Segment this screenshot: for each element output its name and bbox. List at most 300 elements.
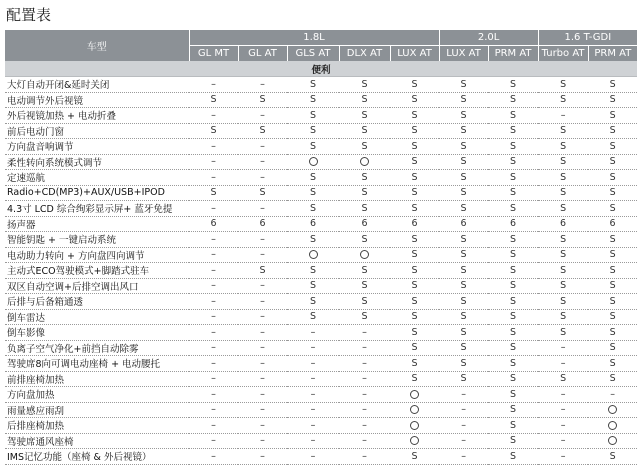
feature-value-cell: S bbox=[439, 263, 488, 279]
feature-value-cell: – bbox=[287, 356, 339, 372]
feature-value-cell: S bbox=[488, 185, 538, 201]
engine-group-header: 2.0L bbox=[439, 30, 538, 46]
feature-value-cell: S bbox=[488, 154, 538, 170]
feature-value-cell: – bbox=[238, 201, 287, 217]
feature-value-cell: S bbox=[488, 309, 538, 325]
feature-name: 方向盘音响调节 bbox=[5, 139, 189, 155]
feature-value-cell: S bbox=[588, 294, 637, 310]
feature-value-cell: S bbox=[189, 185, 238, 201]
feature-value-cell: S bbox=[488, 139, 538, 155]
feature-name: 主动式ECO驾驶模式+脚踏式驻车 bbox=[5, 263, 189, 279]
feature-value-cell: – bbox=[538, 449, 588, 465]
feature-value-cell: – bbox=[238, 325, 287, 341]
feature-value-cell: S bbox=[588, 371, 637, 387]
feature-name: 负离子空气净化+前挡自动除雾 bbox=[5, 340, 189, 356]
feature-value-cell bbox=[287, 154, 339, 170]
feature-value-cell: 6 bbox=[189, 216, 238, 232]
feature-value-cell: – bbox=[588, 387, 637, 403]
table-row bbox=[5, 402, 637, 418]
feature-name: 方向盘加热 bbox=[5, 387, 189, 403]
feature-value-cell: S bbox=[339, 263, 390, 279]
table-row bbox=[5, 387, 637, 403]
table-row bbox=[5, 154, 637, 170]
trim-header: GL AT bbox=[238, 46, 287, 62]
feature-value-cell: S bbox=[538, 247, 588, 263]
feature-value-cell: – bbox=[339, 387, 390, 403]
feature-value-cell: – bbox=[238, 387, 287, 403]
feature-value-cell: – bbox=[189, 139, 238, 155]
feature-value-cell: S bbox=[488, 123, 538, 139]
feature-value-cell: S bbox=[588, 108, 637, 124]
table-row bbox=[5, 201, 637, 217]
feature-value-cell: S bbox=[287, 170, 339, 186]
feature-value-cell: – bbox=[189, 247, 238, 263]
feature-value-cell: – bbox=[339, 371, 390, 387]
feature-name: 倒车雷达 bbox=[5, 309, 189, 325]
optional-circle-icon bbox=[410, 390, 419, 399]
feature-value-cell bbox=[588, 402, 637, 418]
feature-value-cell: S bbox=[390, 340, 439, 356]
table-row bbox=[5, 356, 637, 372]
table-row bbox=[5, 371, 637, 387]
feature-name: 电动调节外后视镜 bbox=[5, 92, 189, 108]
feature-value-cell: – bbox=[339, 418, 390, 434]
feature-value-cell: – bbox=[189, 170, 238, 186]
feature-value-cell: S bbox=[390, 123, 439, 139]
feature-value-cell: S bbox=[488, 170, 538, 186]
feature-value-cell: – bbox=[189, 201, 238, 217]
table-row bbox=[5, 294, 637, 310]
feature-value-cell: – bbox=[339, 402, 390, 418]
feature-value-cell: S bbox=[538, 232, 588, 248]
feature-value-cell: – bbox=[339, 340, 390, 356]
optional-circle-icon bbox=[410, 405, 419, 414]
page-title: 配置表 bbox=[6, 6, 52, 24]
feature-value-cell: 6 bbox=[588, 216, 637, 232]
feature-value-cell: S bbox=[339, 278, 390, 294]
feature-value-cell: – bbox=[538, 356, 588, 372]
feature-name: 倒车影像 bbox=[5, 325, 189, 341]
feature-value-cell: – bbox=[189, 418, 238, 434]
feature-value-cell: S bbox=[538, 139, 588, 155]
section-header: 便利 bbox=[5, 61, 637, 77]
feature-value-cell: – bbox=[238, 371, 287, 387]
feature-value-cell: – bbox=[238, 356, 287, 372]
feature-value-cell: S bbox=[390, 247, 439, 263]
feature-value-cell: – bbox=[339, 433, 390, 449]
feature-value-cell: S bbox=[538, 294, 588, 310]
feature-value-cell: S bbox=[588, 263, 637, 279]
table-row bbox=[5, 247, 637, 263]
feature-value-cell: S bbox=[538, 92, 588, 108]
feature-value-cell bbox=[588, 418, 637, 434]
feature-value-cell: S bbox=[390, 92, 439, 108]
feature-value-cell bbox=[390, 387, 439, 403]
optional-circle-icon bbox=[410, 421, 419, 430]
feature-value-cell: – bbox=[189, 340, 238, 356]
feature-value-cell: – bbox=[189, 387, 238, 403]
feature-value-cell: S bbox=[287, 92, 339, 108]
feature-value-cell: S bbox=[439, 325, 488, 341]
feature-value-cell: S bbox=[339, 232, 390, 248]
feature-value-cell: – bbox=[439, 387, 488, 403]
feature-value-cell: – bbox=[189, 108, 238, 124]
feature-value-cell: S bbox=[538, 185, 588, 201]
feature-value-cell: – bbox=[238, 402, 287, 418]
table-row bbox=[5, 263, 637, 279]
feature-value-cell: – bbox=[287, 340, 339, 356]
table-row bbox=[5, 449, 637, 465]
feature-value-cell: 6 bbox=[390, 216, 439, 232]
optional-circle-icon bbox=[608, 405, 617, 414]
feature-value-cell: – bbox=[238, 449, 287, 465]
feature-value-cell: – bbox=[189, 325, 238, 341]
feature-value-cell bbox=[339, 154, 390, 170]
feature-value-cell: – bbox=[238, 294, 287, 310]
feature-value-cell: – bbox=[238, 278, 287, 294]
feature-value-cell: – bbox=[189, 278, 238, 294]
model-header: 车型 bbox=[5, 30, 189, 61]
engine-group-header: 1.6 T-GDI bbox=[538, 30, 637, 46]
feature-value-cell: S bbox=[287, 309, 339, 325]
feature-value-cell bbox=[390, 418, 439, 434]
feature-value-cell: S bbox=[339, 185, 390, 201]
feature-value-cell: S bbox=[390, 278, 439, 294]
feature-value-cell bbox=[339, 247, 390, 263]
feature-value-cell: S bbox=[538, 263, 588, 279]
feature-name: 柔性转向系统模式调节 bbox=[5, 154, 189, 170]
feature-name: 前排座椅加热 bbox=[5, 371, 189, 387]
feature-value-cell: – bbox=[238, 77, 287, 93]
feature-name: 电动助力转向 + 方向盘四向调节 bbox=[5, 247, 189, 263]
feature-value-cell: S bbox=[588, 340, 637, 356]
feature-value-cell: – bbox=[287, 402, 339, 418]
feature-value-cell: S bbox=[390, 139, 439, 155]
feature-value-cell: S bbox=[538, 123, 588, 139]
feature-value-cell: – bbox=[287, 387, 339, 403]
table-row bbox=[5, 92, 637, 108]
feature-value-cell: S bbox=[390, 108, 439, 124]
feature-value-cell: S bbox=[390, 325, 439, 341]
feature-name: 驾驶席8向可调电动座椅 + 电动腰托 bbox=[5, 356, 189, 372]
feature-value-cell: S bbox=[390, 154, 439, 170]
feature-value-cell: S bbox=[439, 139, 488, 155]
feature-value-cell: S bbox=[287, 294, 339, 310]
feature-value-cell: S bbox=[287, 77, 339, 93]
feature-value-cell: S bbox=[390, 356, 439, 372]
feature-value-cell: – bbox=[238, 340, 287, 356]
trim-header: Turbo AT bbox=[538, 46, 588, 62]
feature-value-cell: S bbox=[390, 263, 439, 279]
feature-value-cell: S bbox=[439, 123, 488, 139]
table-row bbox=[5, 77, 637, 93]
feature-value-cell: S bbox=[588, 201, 637, 217]
feature-value-cell bbox=[287, 247, 339, 263]
trim-header: PRM AT bbox=[488, 46, 538, 62]
feature-value-cell: S bbox=[238, 185, 287, 201]
feature-value-cell: S bbox=[439, 232, 488, 248]
feature-value-cell bbox=[390, 433, 439, 449]
feature-value-cell: S bbox=[439, 371, 488, 387]
feature-name: 4.3寸 LCD 综合绚彩显示屏+ 蓝牙免提 bbox=[5, 201, 189, 217]
feature-name: 外后视镜加热 + 电动折叠 bbox=[5, 108, 189, 124]
feature-value-cell: S bbox=[287, 232, 339, 248]
table-row bbox=[5, 185, 637, 201]
feature-value-cell: – bbox=[339, 325, 390, 341]
table-row bbox=[5, 278, 637, 294]
feature-value-cell: S bbox=[538, 201, 588, 217]
feature-value-cell: S bbox=[390, 309, 439, 325]
feature-value-cell: S bbox=[538, 154, 588, 170]
trim-header: LUX AT bbox=[390, 46, 439, 62]
feature-value-cell: – bbox=[538, 402, 588, 418]
feature-value-cell: S bbox=[390, 77, 439, 93]
feature-value-cell: 6 bbox=[538, 216, 588, 232]
feature-value-cell: S bbox=[439, 356, 488, 372]
feature-value-cell: S bbox=[588, 232, 637, 248]
feature-value-cell: – bbox=[238, 139, 287, 155]
feature-value-cell: S bbox=[439, 278, 488, 294]
table-row bbox=[5, 216, 637, 232]
feature-value-cell: S bbox=[488, 77, 538, 93]
feature-value-cell: S bbox=[339, 139, 390, 155]
feature-value-cell: S bbox=[588, 325, 637, 341]
feature-value-cell: S bbox=[339, 201, 390, 217]
feature-value-cell: S bbox=[488, 263, 538, 279]
feature-value-cell: – bbox=[238, 418, 287, 434]
feature-value-cell: S bbox=[538, 77, 588, 93]
feature-value-cell: – bbox=[189, 309, 238, 325]
feature-value-cell: S bbox=[189, 92, 238, 108]
feature-value-cell: S bbox=[538, 278, 588, 294]
engine-group-header: 1.8L bbox=[189, 30, 439, 46]
feature-value-cell: S bbox=[488, 340, 538, 356]
optional-circle-icon bbox=[608, 436, 617, 445]
feature-value-cell: S bbox=[488, 387, 538, 403]
feature-value-cell: – bbox=[538, 387, 588, 403]
feature-name: 雨量感应雨刮 bbox=[5, 402, 189, 418]
table-row bbox=[5, 325, 637, 341]
feature-value-cell: S bbox=[439, 92, 488, 108]
feature-value-cell: S bbox=[439, 340, 488, 356]
spec-table bbox=[5, 30, 637, 465]
feature-value-cell: S bbox=[488, 418, 538, 434]
feature-value-cell: – bbox=[439, 433, 488, 449]
feature-value-cell: S bbox=[390, 185, 439, 201]
feature-value-cell: S bbox=[287, 123, 339, 139]
feature-value-cell: S bbox=[488, 433, 538, 449]
feature-value-cell: S bbox=[439, 154, 488, 170]
feature-name: Radio+CD(MP3)+AUX/USB+IPOD bbox=[5, 185, 189, 201]
feature-value-cell: – bbox=[238, 232, 287, 248]
feature-name: 智能钥匙 + 一键启动系统 bbox=[5, 232, 189, 248]
trim-header: GL MT bbox=[189, 46, 238, 62]
feature-value-cell: S bbox=[339, 294, 390, 310]
feature-value-cell: S bbox=[488, 402, 538, 418]
feature-value-cell: S bbox=[439, 77, 488, 93]
feature-name: 扬声器 bbox=[5, 216, 189, 232]
feature-value-cell: S bbox=[439, 294, 488, 310]
feature-value-cell: S bbox=[488, 325, 538, 341]
table-row bbox=[5, 232, 637, 248]
feature-name: 驾驶席通风座椅 bbox=[5, 433, 189, 449]
feature-value-cell: – bbox=[189, 154, 238, 170]
feature-value-cell: S bbox=[439, 247, 488, 263]
feature-name: IMS记忆功能（座椅 & 外后视镜） bbox=[5, 449, 189, 465]
optional-circle-icon bbox=[309, 250, 318, 259]
feature-value-cell: S bbox=[588, 185, 637, 201]
feature-value-cell: S bbox=[439, 185, 488, 201]
feature-value-cell: 6 bbox=[488, 216, 538, 232]
feature-value-cell: S bbox=[588, 449, 637, 465]
feature-value-cell: S bbox=[488, 247, 538, 263]
feature-value-cell: S bbox=[488, 294, 538, 310]
optional-circle-icon bbox=[309, 157, 318, 166]
feature-value-cell: S bbox=[488, 92, 538, 108]
feature-value-cell: S bbox=[390, 371, 439, 387]
feature-value-cell: – bbox=[238, 108, 287, 124]
feature-value-cell: – bbox=[287, 433, 339, 449]
feature-value-cell: S bbox=[488, 108, 538, 124]
feature-value-cell: – bbox=[189, 449, 238, 465]
feature-value-cell: S bbox=[339, 108, 390, 124]
feature-value-cell: S bbox=[339, 92, 390, 108]
optional-circle-icon bbox=[360, 157, 369, 166]
feature-value-cell: – bbox=[339, 356, 390, 372]
feature-value-cell: S bbox=[488, 356, 538, 372]
feature-value-cell: S bbox=[439, 170, 488, 186]
feature-value-cell: 6 bbox=[287, 216, 339, 232]
feature-value-cell: S bbox=[287, 263, 339, 279]
feature-value-cell: S bbox=[588, 77, 637, 93]
feature-value-cell: – bbox=[189, 77, 238, 93]
table-row bbox=[5, 108, 637, 124]
feature-value-cell: – bbox=[287, 325, 339, 341]
feature-value-cell: S bbox=[390, 170, 439, 186]
feature-value-cell: 6 bbox=[439, 216, 488, 232]
feature-value-cell: S bbox=[287, 139, 339, 155]
feature-value-cell: – bbox=[189, 433, 238, 449]
feature-value-cell: S bbox=[588, 139, 637, 155]
feature-name: 大灯自动开闭&延时关闭 bbox=[5, 77, 189, 93]
feature-value-cell: – bbox=[189, 402, 238, 418]
trim-header: DLX AT bbox=[339, 46, 390, 62]
feature-value-cell: S bbox=[588, 356, 637, 372]
table-row bbox=[5, 309, 637, 325]
feature-value-cell: S bbox=[538, 309, 588, 325]
feature-value-cell: – bbox=[439, 418, 488, 434]
feature-value-cell: S bbox=[339, 170, 390, 186]
feature-value-cell: S bbox=[287, 185, 339, 201]
feature-value-cell: S bbox=[390, 294, 439, 310]
feature-value-cell: – bbox=[287, 371, 339, 387]
feature-value-cell: S bbox=[287, 108, 339, 124]
feature-value-cell: – bbox=[538, 418, 588, 434]
feature-name: 定速巡航 bbox=[5, 170, 189, 186]
feature-value-cell: S bbox=[390, 201, 439, 217]
feature-value-cell: 6 bbox=[339, 216, 390, 232]
feature-value-cell: S bbox=[588, 170, 637, 186]
feature-value-cell: – bbox=[287, 449, 339, 465]
optional-circle-icon bbox=[608, 421, 617, 430]
feature-value-cell: S bbox=[287, 201, 339, 217]
feature-value-cell: – bbox=[439, 402, 488, 418]
feature-value-cell: S bbox=[238, 123, 287, 139]
feature-value-cell bbox=[588, 433, 637, 449]
feature-name: 双区自动空调+后排空调出风口 bbox=[5, 278, 189, 294]
feature-value-cell: – bbox=[538, 108, 588, 124]
feature-value-cell: – bbox=[189, 294, 238, 310]
feature-name: 后排与后备箱通透 bbox=[5, 294, 189, 310]
optional-circle-icon bbox=[360, 250, 369, 259]
feature-value-cell: S bbox=[488, 278, 538, 294]
feature-value-cell: S bbox=[439, 108, 488, 124]
trim-header: LUX AT bbox=[439, 46, 488, 62]
feature-value-cell: S bbox=[538, 371, 588, 387]
feature-value-cell: – bbox=[238, 170, 287, 186]
feature-value-cell: S bbox=[588, 123, 637, 139]
feature-value-cell: – bbox=[189, 371, 238, 387]
feature-value-cell: S bbox=[238, 92, 287, 108]
trim-header: GLS AT bbox=[287, 46, 339, 62]
feature-value-cell: 6 bbox=[238, 216, 287, 232]
feature-name: 后排座椅加热 bbox=[5, 418, 189, 434]
feature-value-cell: S bbox=[189, 123, 238, 139]
feature-value-cell: S bbox=[588, 92, 637, 108]
optional-circle-icon bbox=[410, 436, 419, 445]
feature-value-cell: – bbox=[238, 154, 287, 170]
feature-value-cell: S bbox=[538, 325, 588, 341]
feature-value-cell: – bbox=[538, 433, 588, 449]
feature-value-cell: – bbox=[189, 263, 238, 279]
feature-value-cell: S bbox=[390, 232, 439, 248]
feature-value-cell: – bbox=[439, 449, 488, 465]
table-row bbox=[5, 433, 637, 449]
feature-value-cell: – bbox=[238, 433, 287, 449]
feature-value-cell: S bbox=[390, 449, 439, 465]
feature-value-cell: – bbox=[189, 232, 238, 248]
feature-value-cell: S bbox=[588, 247, 637, 263]
feature-value-cell: S bbox=[588, 309, 637, 325]
feature-value-cell: S bbox=[488, 232, 538, 248]
table-row bbox=[5, 123, 637, 139]
feature-value-cell: S bbox=[588, 278, 637, 294]
table-row bbox=[5, 170, 637, 186]
feature-value-cell: S bbox=[339, 77, 390, 93]
feature-value-cell: – bbox=[189, 356, 238, 372]
feature-value-cell: S bbox=[588, 154, 637, 170]
trim-header: PRM AT bbox=[588, 46, 637, 62]
feature-value-cell: – bbox=[538, 340, 588, 356]
feature-value-cell: S bbox=[439, 201, 488, 217]
table-row bbox=[5, 139, 637, 155]
feature-value-cell: S bbox=[339, 309, 390, 325]
feature-value-cell: – bbox=[238, 309, 287, 325]
feature-value-cell bbox=[390, 402, 439, 418]
feature-value-cell: S bbox=[488, 449, 538, 465]
feature-value-cell: S bbox=[439, 309, 488, 325]
table-row bbox=[5, 418, 637, 434]
table-row bbox=[5, 340, 637, 356]
feature-value-cell: – bbox=[238, 247, 287, 263]
feature-value-cell: S bbox=[339, 123, 390, 139]
feature-name: 前后电动门窗 bbox=[5, 123, 189, 139]
feature-value-cell: S bbox=[488, 201, 538, 217]
feature-value-cell: – bbox=[339, 449, 390, 465]
feature-value-cell: S bbox=[538, 170, 588, 186]
feature-value-cell: – bbox=[287, 418, 339, 434]
feature-value-cell: S bbox=[488, 371, 538, 387]
